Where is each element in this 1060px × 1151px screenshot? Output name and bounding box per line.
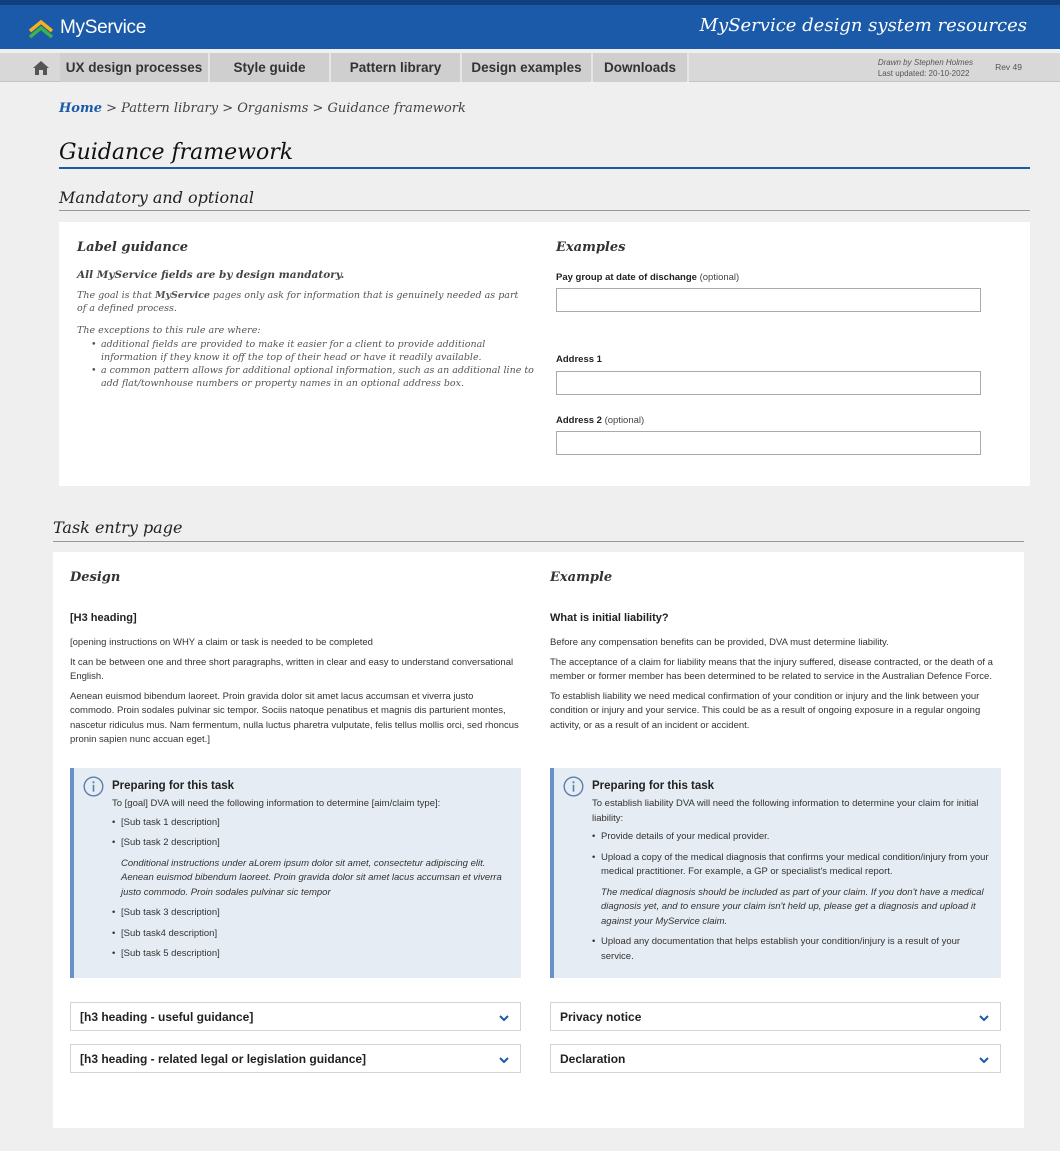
accordion-label: Privacy notice bbox=[560, 1010, 642, 1024]
callout-list bbox=[592, 830, 989, 880]
nav-design-examples[interactable]: Design examples bbox=[462, 53, 593, 82]
address-2-input[interactable] bbox=[556, 431, 981, 455]
chevron-down-icon bbox=[978, 1054, 990, 1066]
paragraph: [opening instructions on WHY a claim or task is needed to be completed bbox=[70, 637, 373, 648]
callout-body bbox=[112, 797, 509, 968]
callout-conditional: Conditional instructions under aLorem ipsum dolor sit amet, consectetur adipiscing elit. Aenean euismod bibendum laoreet. Proin gravida dolor sit amet lacus accumsan et viverra justo commodo. Proin sodales pulvinar sic tempor bbox=[121, 857, 502, 898]
list-item: • [Sub task 3 description] bbox=[112, 906, 509, 921]
accordion-label: [h3 heading - related legal or legislation guidance] bbox=[80, 1052, 367, 1066]
nav-ux-design-processes[interactable]: UX design processes bbox=[60, 53, 210, 82]
section-heading-mandatory: Mandatory and optional bbox=[59, 188, 255, 207]
accordion-label: [h3 heading - useful guidance] bbox=[80, 1010, 254, 1024]
label-guidance-para1 bbox=[77, 289, 527, 315]
label-guidance-para2: The exceptions to this rule are where: bbox=[77, 325, 261, 336]
drawing-meta bbox=[878, 57, 973, 79]
chevron-down-icon bbox=[978, 1012, 990, 1024]
callout-conditional: The medical diagnosis should be included as part of your claim. If you don't have a medical diagnosis yet, and to ensure your claim isn't held up, please get a diagnosis and upload it against your MyService claim. bbox=[601, 886, 984, 927]
section-heading-task-entry: Task entry page bbox=[53, 518, 183, 537]
title-divider bbox=[59, 167, 1030, 169]
label-guidance-title: Label guidance bbox=[77, 240, 189, 255]
label-guidance-list bbox=[77, 338, 537, 390]
label-text: Address 2 bbox=[556, 415, 602, 426]
paragraph: To establish liability we need medical confirmation of your condition or injury and the link between your condition or injury and your service. This could be as a result of ongoing exposure in a regular ongoing activity, or as a result of an incident or accident. bbox=[550, 690, 981, 731]
design-h3: [H3 heading] bbox=[70, 612, 137, 624]
example-title: Example bbox=[550, 570, 613, 585]
drawn-by: Drawn by Stephen Holmes bbox=[877, 58, 973, 67]
field-label-pay-group bbox=[556, 272, 739, 283]
paragraph: Before any compensation benefits can be provided, DVA must determine liability. bbox=[550, 637, 889, 648]
list-item: • Upload any documentation that helps establish your condition/injury is a result of your service. bbox=[592, 935, 989, 964]
address-1-input[interactable] bbox=[556, 371, 981, 395]
section-divider bbox=[53, 541, 1024, 542]
nav-downloads[interactable]: Downloads bbox=[593, 53, 689, 82]
page-title: Guidance framework bbox=[59, 140, 294, 165]
accordion-useful-guidance[interactable] bbox=[70, 1002, 521, 1031]
top-banner bbox=[0, 0, 1060, 49]
field-label-address-2 bbox=[556, 415, 644, 426]
chevron-down-icon bbox=[498, 1012, 510, 1024]
label-text: Address 1 bbox=[556, 354, 602, 365]
accordion-declaration[interactable] bbox=[550, 1044, 1001, 1073]
nav-style-guide[interactable]: Style guide bbox=[210, 53, 331, 82]
myservice-logo-icon bbox=[28, 17, 54, 39]
paragraph: Aenean euismod bibendum laoreet. Proin gravida dolor sit amet lacus accumsan et viverra justo commodo. Proin sodales pulvinar sic tempor. Sociis natoque penatibus et magnis dis parturient montes, nascetur ridiculus mus. Nam fermentum, nulla luctus pharetra vulputate, felis tellus mollis orci, sed rhoncus pronin sapien nunc accuan eget.] bbox=[70, 690, 519, 745]
list-item: • [Sub task4 description] bbox=[112, 927, 509, 942]
example-h3: What is initial liability? bbox=[550, 612, 669, 624]
revision: Rev 49 bbox=[995, 62, 1022, 72]
paragraph: The acceptance of a claim for liability means that the injury suffered, disease contracted, or the death of a member or former member has been determined to be related to service in the Australian Defence Force. bbox=[550, 656, 993, 682]
field-label-address-1 bbox=[556, 354, 602, 365]
para1-post: pages only ask for information that is genuinely needed as part of a defined process. bbox=[77, 290, 519, 314]
accordion-privacy-notice[interactable] bbox=[550, 1002, 1001, 1031]
list-item: • Provide details of your medical provider. bbox=[592, 830, 989, 845]
site-title: MyService design system resources bbox=[699, 15, 1027, 36]
callout-list bbox=[112, 906, 509, 962]
example-callout bbox=[550, 768, 1001, 978]
main-nav bbox=[0, 53, 1060, 82]
label-text: Pay group at date of dischange bbox=[556, 272, 697, 283]
info-icon bbox=[563, 776, 584, 797]
last-updated: Last updated: 20-10-2022 bbox=[877, 69, 970, 78]
breadcrumb-trail: > Pattern library > Organisms > Guidance framework bbox=[101, 101, 466, 116]
label-guidance-lead: All MyService fields are by design mandatory. bbox=[77, 269, 345, 281]
design-body bbox=[70, 636, 520, 748]
callout-title: Preparing for this task bbox=[592, 780, 715, 792]
example-body bbox=[550, 636, 1005, 733]
design-title: Design bbox=[70, 570, 121, 585]
list-item: • [Sub task 2 description] bbox=[112, 836, 509, 851]
logo-text: MyService bbox=[60, 17, 146, 38]
callout-intro: To establish liability DVA will need the following information to determine your claim for initial liability: bbox=[592, 798, 979, 824]
callout-intro: To [goal] DVA will need the following information to determine [aim/claim type]: bbox=[112, 798, 441, 809]
examples-title: Examples bbox=[556, 240, 626, 255]
optional-tag: (optional) bbox=[601, 415, 645, 426]
accordion-label: Declaration bbox=[560, 1052, 626, 1066]
list-item: • [Sub task 1 description] bbox=[112, 816, 509, 831]
callout-list bbox=[592, 935, 989, 964]
callout-body bbox=[592, 797, 989, 970]
chevron-down-icon bbox=[498, 1054, 510, 1066]
list-item: • additional fields are provided to make it easier for a client to provide additional information if they know it off the top of their head or have it readily available. bbox=[77, 338, 537, 364]
info-icon bbox=[83, 776, 104, 797]
optional-tag: (optional) bbox=[696, 272, 740, 283]
nav-pattern-library[interactable]: Pattern library bbox=[331, 53, 462, 82]
section-divider bbox=[59, 210, 1030, 211]
paragraph: It can be between one and three short paragraphs, written in clear and easy to understand conversational English. bbox=[70, 656, 514, 682]
list-item: • a common pattern allows for additional optional information, such as an additional line to add flat/townhouse numbers or property names in an optional address box. bbox=[77, 364, 537, 390]
breadcrumb-home[interactable]: Home bbox=[59, 101, 102, 116]
para1-pre: The goal is that bbox=[77, 290, 155, 301]
logo[interactable] bbox=[28, 17, 146, 39]
accordion-legal-guidance[interactable] bbox=[70, 1044, 521, 1073]
home-icon bbox=[32, 60, 50, 76]
mandatory-panel bbox=[59, 222, 1030, 486]
design-callout bbox=[70, 768, 521, 978]
list-item: • Upload a copy of the medical diagnosis that confirms your medical condition/injury from your medical practitioner. For example, a GP or specialist's medical report. bbox=[592, 851, 989, 880]
callout-title: Preparing for this task bbox=[112, 780, 235, 792]
list-item: • [Sub task 5 description] bbox=[112, 947, 509, 962]
task-entry-panel bbox=[53, 552, 1024, 1128]
para1-bold: MyService bbox=[155, 290, 210, 301]
nav-home[interactable] bbox=[24, 53, 58, 82]
breadcrumb bbox=[59, 101, 466, 116]
callout-list bbox=[112, 816, 509, 851]
pay-group-input[interactable] bbox=[556, 288, 981, 312]
